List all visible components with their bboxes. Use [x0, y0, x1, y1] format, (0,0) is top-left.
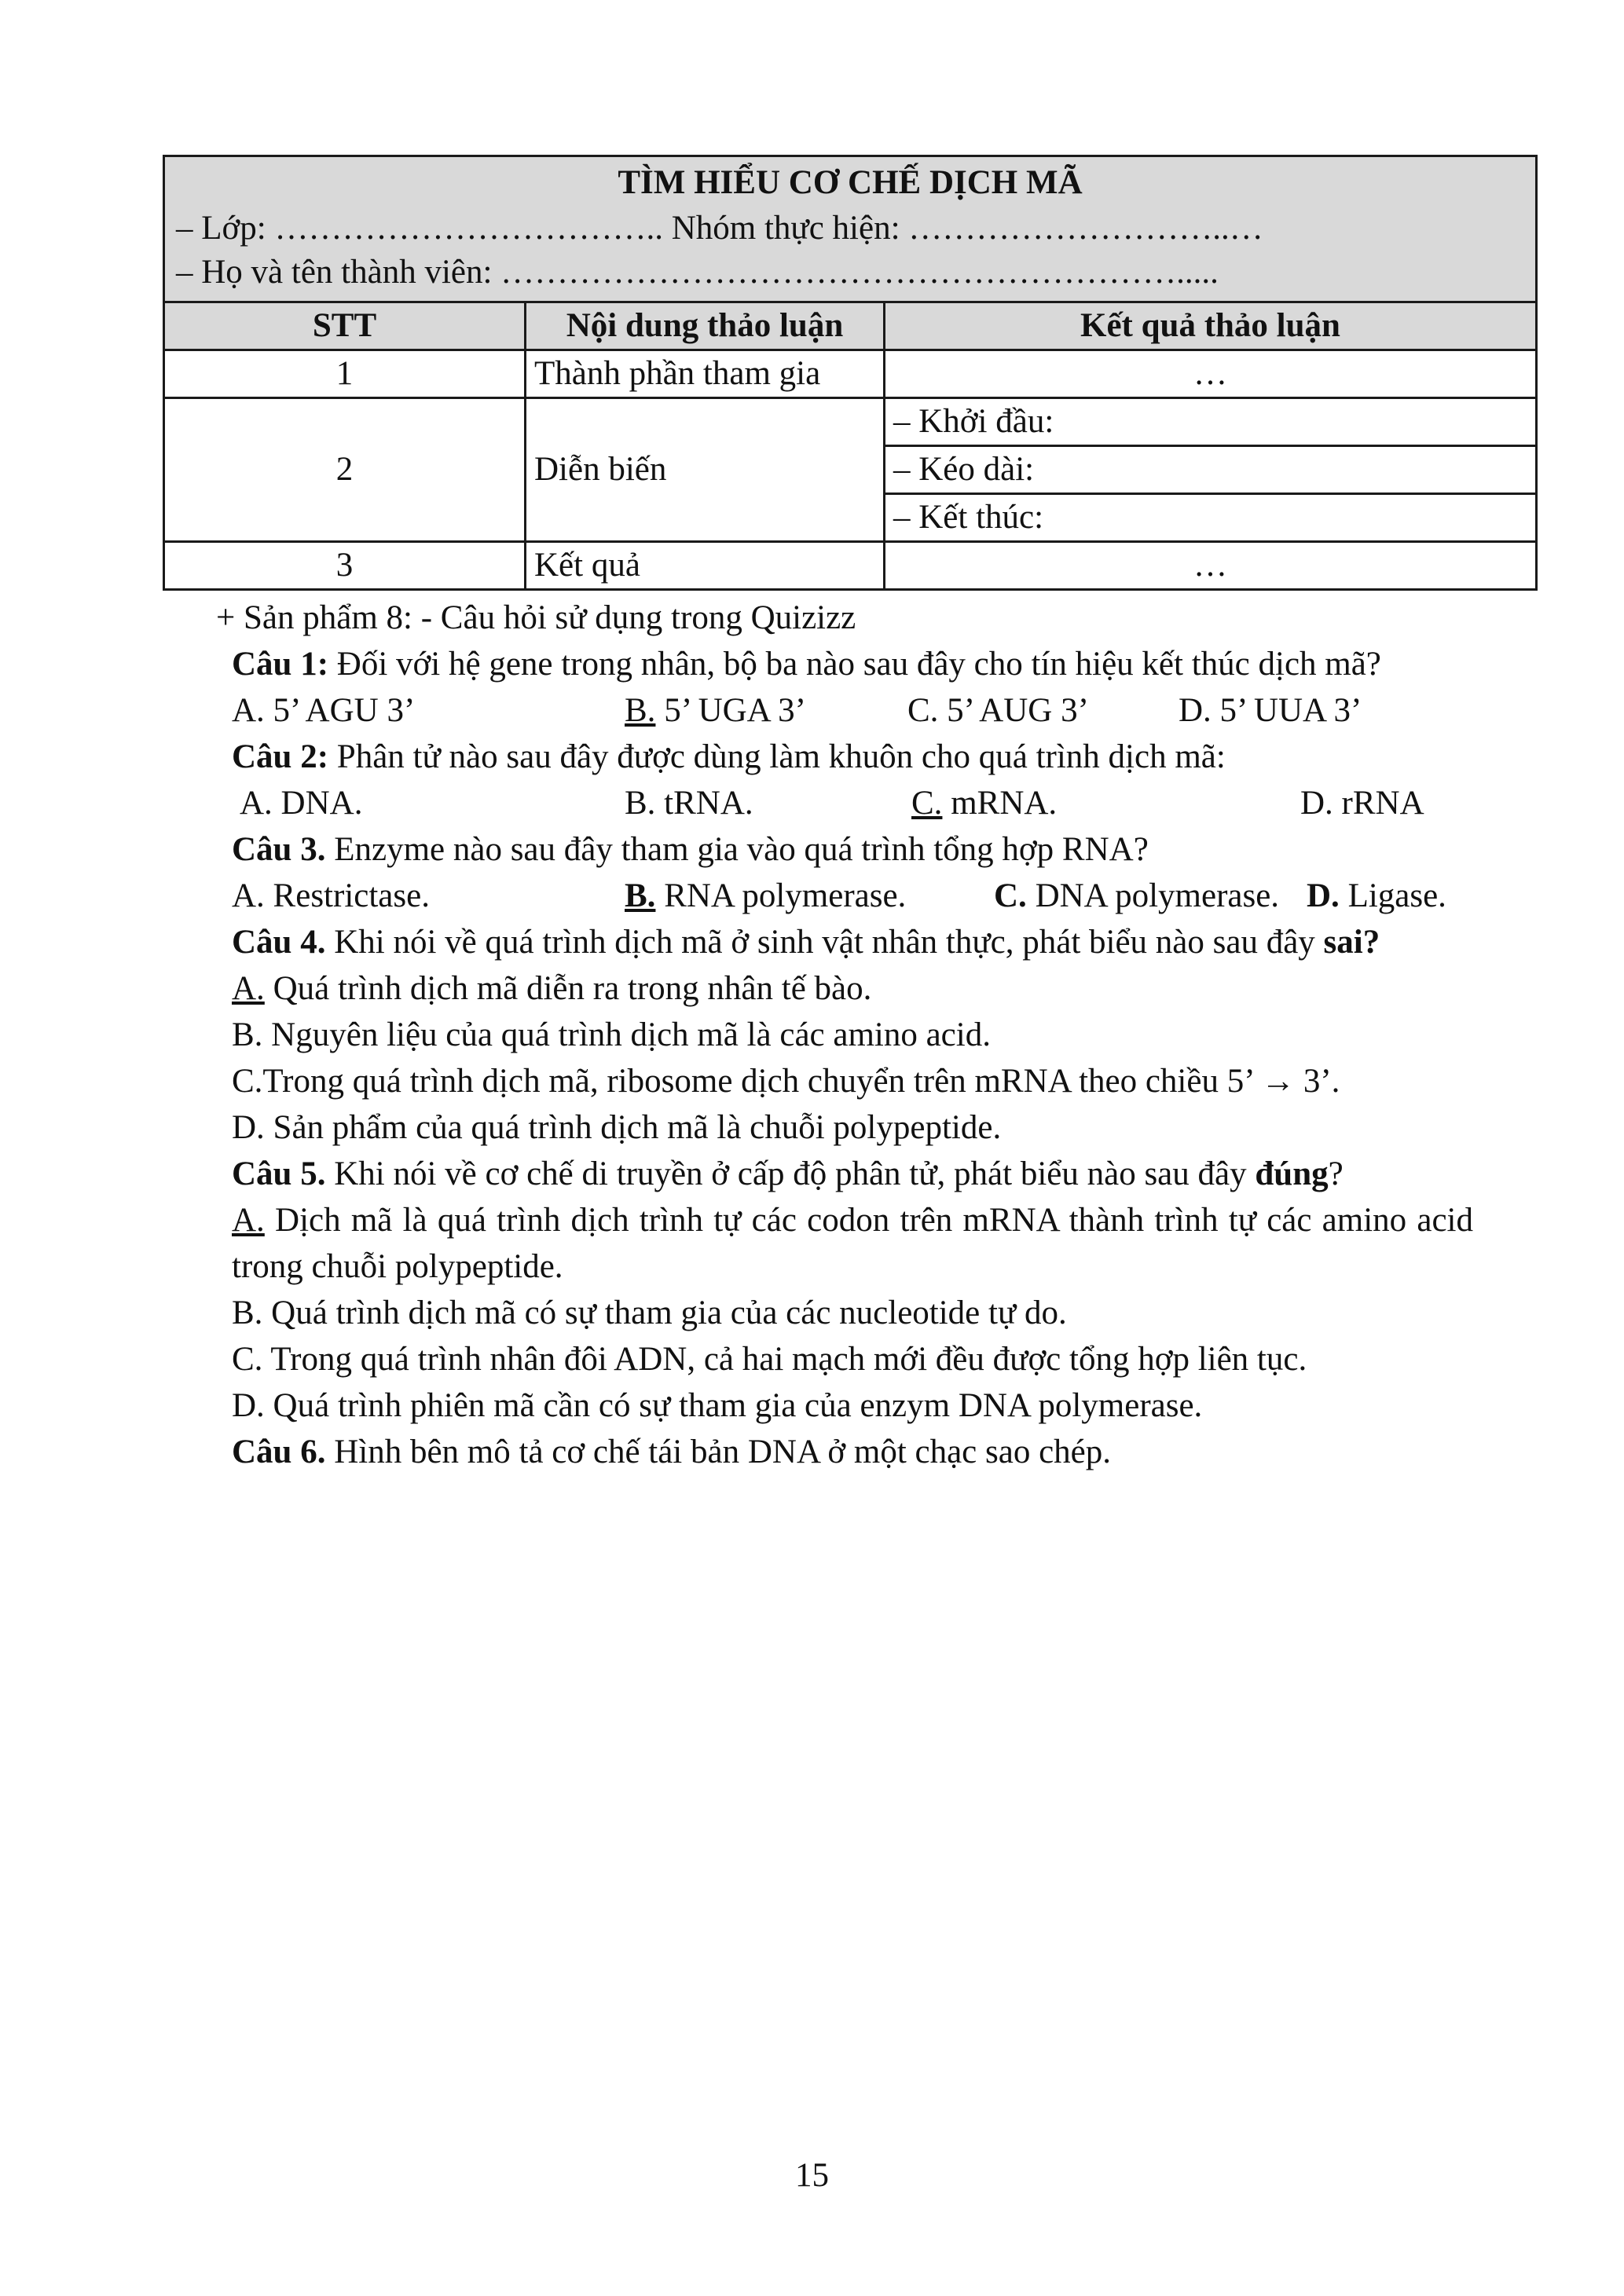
- option-d: D. Quá trình phiên mã cần có sự tham gia của enzym DNA polymerase.: [232, 1387, 1203, 1424]
- quiz-section: [216, 595, 1489, 1475]
- worksheet-header: [164, 156, 1537, 302]
- question-label: Câu 6.: [232, 1434, 326, 1470]
- worksheet-title: TÌM HIỂU CƠ CHẾ DỊCH MÃ: [618, 164, 1083, 201]
- question-1: [232, 641, 1489, 687]
- question-2-options: [232, 780, 1489, 826]
- row-result: …: [885, 350, 1537, 398]
- option-c: C. mRNA.: [911, 785, 1058, 822]
- option-b: B. RNA polymerase.: [625, 877, 907, 914]
- option-d: D. 5’ UUA 3’: [1179, 692, 1362, 729]
- page-number: 15: [795, 2157, 829, 2194]
- row-result-termination: – Kết thúc:: [885, 494, 1537, 542]
- table-row: [164, 398, 1537, 446]
- question-emphasis: sai?: [1323, 924, 1380, 961]
- option-c: C. DNA polymerase.: [994, 877, 1280, 914]
- header-content: Nội dung thảo luận: [526, 302, 885, 350]
- row-result-elongation: – Kéo dài:: [885, 446, 1537, 494]
- option-c: C.Trong quá trình dịch mã, ribosome dịch chuyển trên mRNA theo chiều 5’ → 3’.: [232, 1063, 1340, 1100]
- row-stt: 1: [164, 350, 526, 398]
- question-text: Enzyme nào sau đây tham gia vào quá trình tổng hợp RNA?: [325, 831, 1149, 868]
- question-3-options: [232, 873, 1489, 919]
- option-a: A. Quá trình dịch mã diễn ra trong nhân tế bào.: [232, 970, 872, 1007]
- question-text: Phân tử nào sau đây được dùng làm khuôn cho quá trình dịch mã:: [328, 738, 1226, 775]
- row-result-start: – Khởi đầu:: [885, 398, 1537, 446]
- option-d: D. Sản phẩm của quá trình dịch mã là chuỗi polypeptide.: [232, 1109, 1002, 1146]
- row-stt: 2: [164, 398, 526, 542]
- option-a: A. DNA.: [240, 785, 363, 822]
- question-2: [232, 734, 1489, 780]
- question-label: Câu 4.: [232, 924, 326, 961]
- question-4: [232, 919, 1489, 965]
- table-row: [164, 542, 1537, 590]
- question-label: Câu 3.: [232, 831, 326, 868]
- question-text: Khi nói về quá trình dịch mã ở sinh vật nhân thực, phát biểu nào sau đây: [325, 924, 1324, 961]
- question-text: Đối với hệ gene trong nhân, bộ ba nào sau đây cho tín hiệu kết thúc dịch mã?: [328, 646, 1381, 683]
- class-group-line: – Lớp: …………………………….. Nhóm thực hiện: ………………………..…: [176, 209, 1263, 247]
- option-a: A. 5’ AGU 3’: [232, 692, 416, 729]
- question-label: Câu 2:: [232, 738, 329, 775]
- row-content: Thành phần tham gia: [526, 350, 885, 398]
- table-header-row: [164, 302, 1537, 350]
- worksheet-table: [163, 155, 1538, 591]
- option-a: A. Dịch mã là quá trình dịch trình tự các codon trên mRNA thành trình tự các amino acid trong chuỗi polypeptide.: [232, 1202, 1473, 1285]
- question-label: Câu 5.: [232, 1155, 326, 1192]
- option-d: D. Ligase.: [1307, 877, 1446, 914]
- row-content: Diễn biến: [526, 398, 885, 542]
- row-result: …: [885, 542, 1537, 590]
- row-stt: 3: [164, 542, 526, 590]
- question-5: Câu 5. Khi nói về cơ chế di truyền ở cấp độ phân tử, phát biểu nào sau đây đúng?: [232, 1155, 1344, 1192]
- question-label: Câu 1:: [232, 646, 329, 683]
- option-c: C. 5’ AUG 3’: [907, 692, 1089, 729]
- table-row: [164, 350, 1537, 398]
- option-b: B. tRNA.: [625, 785, 753, 822]
- question-3: [232, 826, 1489, 873]
- question-1-options: [232, 687, 1489, 734]
- question-text: Hình bên mô tả cơ chế tái bản DNA ở một chạc sao chép.: [325, 1434, 1112, 1470]
- question-6: [232, 1429, 1489, 1475]
- option-b: B. Quá trình dịch mã có sự tham gia của các nucleotide tự do.: [232, 1294, 1067, 1331]
- question-emphasis: đúng: [1255, 1155, 1329, 1192]
- option-d: D. rRNA: [1300, 785, 1424, 822]
- option-b: B. 5’ UGA 3’: [625, 692, 806, 729]
- option-c: C. Trong quá trình nhân đôi ADN, cả hai mạch mới đều được tổng hợp liên tục.: [232, 1341, 1307, 1378]
- option-b: B. Nguyên liệu của quá trình dịch mã là các amino acid.: [232, 1016, 991, 1053]
- header-stt: STT: [164, 302, 526, 350]
- quiz-intro: + Sản phẩm 8: - Câu hỏi sử dụng trong Quizizz: [216, 599, 856, 636]
- header-result: Kết quả thảo luận: [885, 302, 1537, 350]
- members-line: – Họ và tên thành viên: …………………………………………………….....: [176, 253, 1219, 291]
- row-content: Kết quả: [526, 542, 885, 590]
- option-a: A. Restrictase.: [232, 877, 430, 914]
- question-text: Khi nói về cơ chế di truyền ở cấp độ phân tử, phát biểu nào sau đây: [325, 1155, 1256, 1192]
